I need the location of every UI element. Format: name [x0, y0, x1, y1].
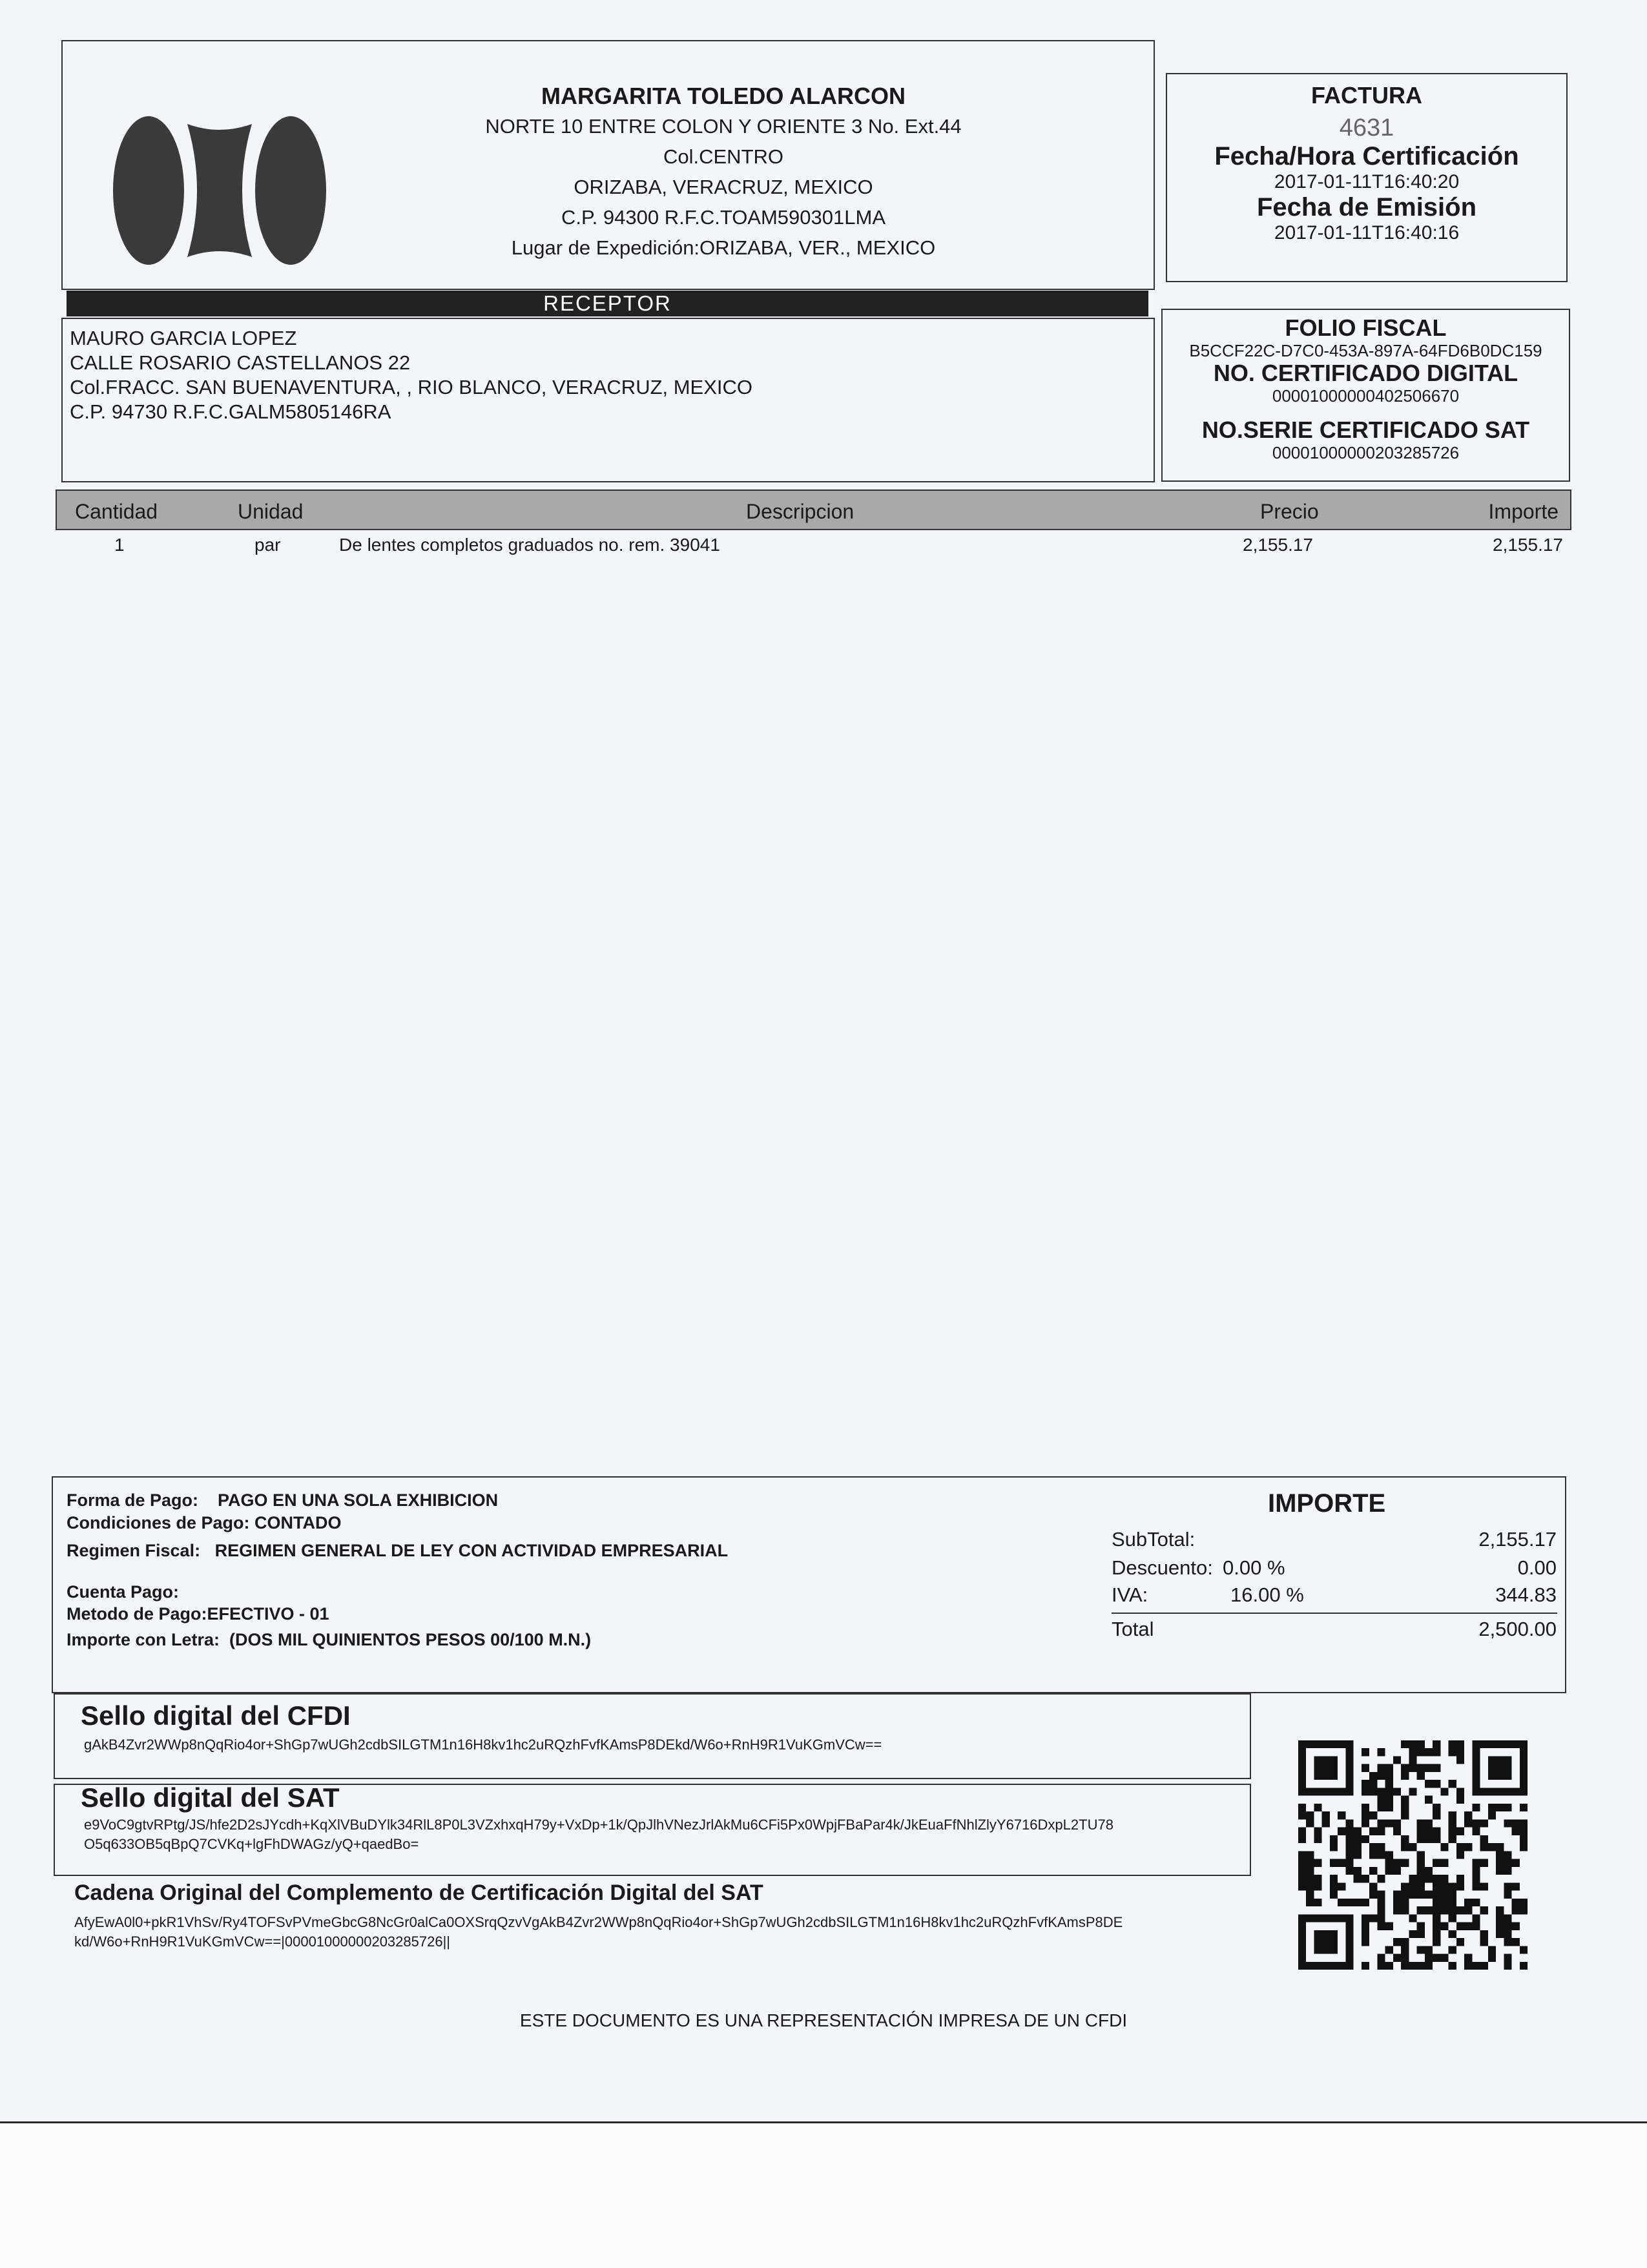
sello-cfdi-title: Sello digital del CFDI	[81, 1700, 351, 1731]
folio-box	[1161, 309, 1570, 482]
issuer-cp-rfc: C.P. 94300 R.F.C.TOAM590301LMA	[561, 206, 886, 229]
forma-pago-value: PAGO EN UNA SOLA EXHIBICION	[218, 1490, 499, 1510]
factura-box	[1166, 73, 1568, 282]
cert-date-value: 2017-01-11T16:40:20	[1274, 171, 1460, 192]
totals-divider	[1112, 1613, 1557, 1614]
regimen-label: Regimen Fiscal:	[67, 1541, 201, 1560]
cert-sat-label: NO.SERIE CERTIFICADO SAT	[1201, 417, 1530, 443]
cadena-value	[74, 1913, 1123, 1952]
factura-number: 4631	[1339, 114, 1394, 141]
receptor-street: CALLE ROSARIO CASTELLANOS 22	[70, 351, 411, 374]
company-logo-icon	[113, 116, 326, 265]
folio-value: B5CCF22C-D7C0-453A-897A-64FD6B0DC159	[1189, 341, 1542, 360]
issuer-address: NORTE 10 ENTRE COLON Y ORIENTE 3 No. Ext.44	[485, 115, 962, 138]
sello-sat-value	[84, 1815, 1114, 1854]
iva-value: 344.83	[1495, 1583, 1557, 1606]
folio-label: FOLIO FISCAL	[1285, 314, 1447, 341]
issuer-city: ORIZABA, VERACRUZ, MEXICO	[574, 176, 873, 198]
condiciones-pago: Condiciones de Pago: CONTADO	[67, 1513, 342, 1532]
emission-date-label: Fecha de Emisión	[1256, 193, 1477, 222]
scan-border	[0, 2121, 1647, 2268]
forma-pago	[67, 1490, 498, 1510]
issuer-info	[336, 81, 1111, 263]
importe-letra	[67, 1630, 591, 1650]
subtotal-label: SubTotal:	[1112, 1528, 1196, 1551]
cadena-title: Cadena Original del Complemento de Certificación Digital del SAT	[74, 1881, 763, 1905]
emission-date-value: 2017-01-11T16:40:16	[1274, 222, 1460, 243]
cert-digital-label: NO. CERTIFICADO DIGITAL	[1213, 360, 1518, 386]
sello-sat-line1: e9VoC9gtvRPtg/JS/hfe2D2sJYcdh+KqXlVBuDYlk34RlL8P0L3VZxhxqH79y+VxDp+1k/QpJlhVNezJrlAkMu6CFi5Px0WpjFBaPar4k/JkEuaFfNhlZlyY6716DxpL2TU78	[84, 1817, 1114, 1833]
cert-sat-value: 00001000000203285726	[1272, 443, 1460, 462]
subtotal-value: 2,155.17	[1478, 1528, 1557, 1551]
receptor-info	[70, 326, 752, 424]
col-precio: Precio	[1260, 500, 1319, 523]
metodo-pago: Metodo de Pago:EFECTIVO - 01	[67, 1604, 329, 1624]
forma-pago-label: Forma de Pago:	[67, 1490, 199, 1510]
row-cantidad: 1	[114, 535, 125, 555]
col-importe: Importe	[1488, 500, 1559, 523]
receptor-name: MAURO GARCIA LOPEZ	[70, 327, 297, 349]
issuer-colonia: Col.CENTRO	[663, 145, 783, 168]
sello-sat-line2: O5q633OB5qBpQ7CVKq+lgFhDWAGz/yQ+qaedBo=	[84, 1836, 419, 1852]
issuer-lugar: Lugar de Expedición:ORIZABA, VER., MEXICO	[511, 236, 936, 259]
cuenta-pago: Cuenta Pago:	[67, 1582, 180, 1602]
col-cantidad: Cantidad	[75, 500, 158, 523]
iva-pct: 16.00 %	[1230, 1583, 1304, 1606]
descuento-value: 0.00	[1517, 1556, 1557, 1579]
row-importe: 2,155.17	[1493, 535, 1563, 555]
cadena-line2: kd/W6o+RnH9R1VuKGmVCw==|00001000000203285726||	[74, 1933, 451, 1950]
importe-title: IMPORTE	[1268, 1489, 1386, 1518]
descuento-label: Descuento:	[1112, 1556, 1213, 1579]
regimen-value: REGIMEN GENERAL DE LEY CON ACTIVIDAD EMPRESARIAL	[214, 1541, 729, 1560]
issuer-name: MARGARITA TOLEDO ALARCON	[541, 83, 906, 109]
importe-letra-value: (DOS MIL QUINIENTOS PESOS 00/100 M.N.)	[229, 1630, 592, 1649]
importe-letra-label: Importe con Letra:	[67, 1630, 220, 1649]
receptor-colonia: Col.FRACC. SAN BUENAVENTURA, , RIO BLANCO, VERACRUZ, MEXICO	[70, 376, 753, 398]
row-descripcion: De lentes completos graduados no. rem. 39041	[339, 535, 720, 555]
row-precio: 2,155.17	[1243, 535, 1313, 555]
qr-code-icon	[1298, 1740, 1528, 1970]
regimen-fiscal	[67, 1541, 728, 1561]
receptor-cp-rfc: C.P. 94730 R.F.C.GALM5805146RA	[70, 400, 391, 423]
sello-sat-title: Sello digital del SAT	[81, 1782, 340, 1813]
row-unidad: par	[254, 535, 281, 555]
total-label: Total	[1112, 1618, 1154, 1640]
col-descripcion: Descripcion	[746, 500, 855, 523]
total-value: 2,500.00	[1478, 1618, 1557, 1640]
cert-digital-value: 00001000000402506670	[1272, 386, 1460, 406]
factura-title: FACTURA	[1311, 82, 1422, 108]
items-table-header	[56, 490, 1571, 530]
cadena-line1: AfyEwA0l0+pkR1VhSv/Ry4TOFSvPVmeGbcG8NcGr0alCa0OXSrqQzvVgAkB4Zvr2WWp8nQqRio4or+ShGp7wUGh2cdbSILGTM1n16H8kv1hc2uRQzhFvfKAmsP8DE	[74, 1914, 1123, 1930]
sello-cfdi-value: gAkB4Zvr2WWp8nQqRio4or+ShGp7wUGh2cdbSILGTM1n16H8kv1hc2uRQzhFvfKAmsP8DEkd/W6o+RnH9R1VuKGmVCw==	[84, 1737, 882, 1753]
descuento-pct: 0.00 %	[1223, 1556, 1285, 1579]
col-unidad: Unidad	[238, 500, 304, 523]
iva-label: IVA:	[1112, 1583, 1148, 1606]
cert-date-label: Fecha/Hora Certificación	[1214, 142, 1519, 170]
footer-note: ESTE DOCUMENTO ES UNA REPRESENTACIÓN IMPRESA DE UN CFDI	[519, 2010, 1128, 2030]
receptor-bar: RECEPTOR	[67, 291, 1148, 316]
